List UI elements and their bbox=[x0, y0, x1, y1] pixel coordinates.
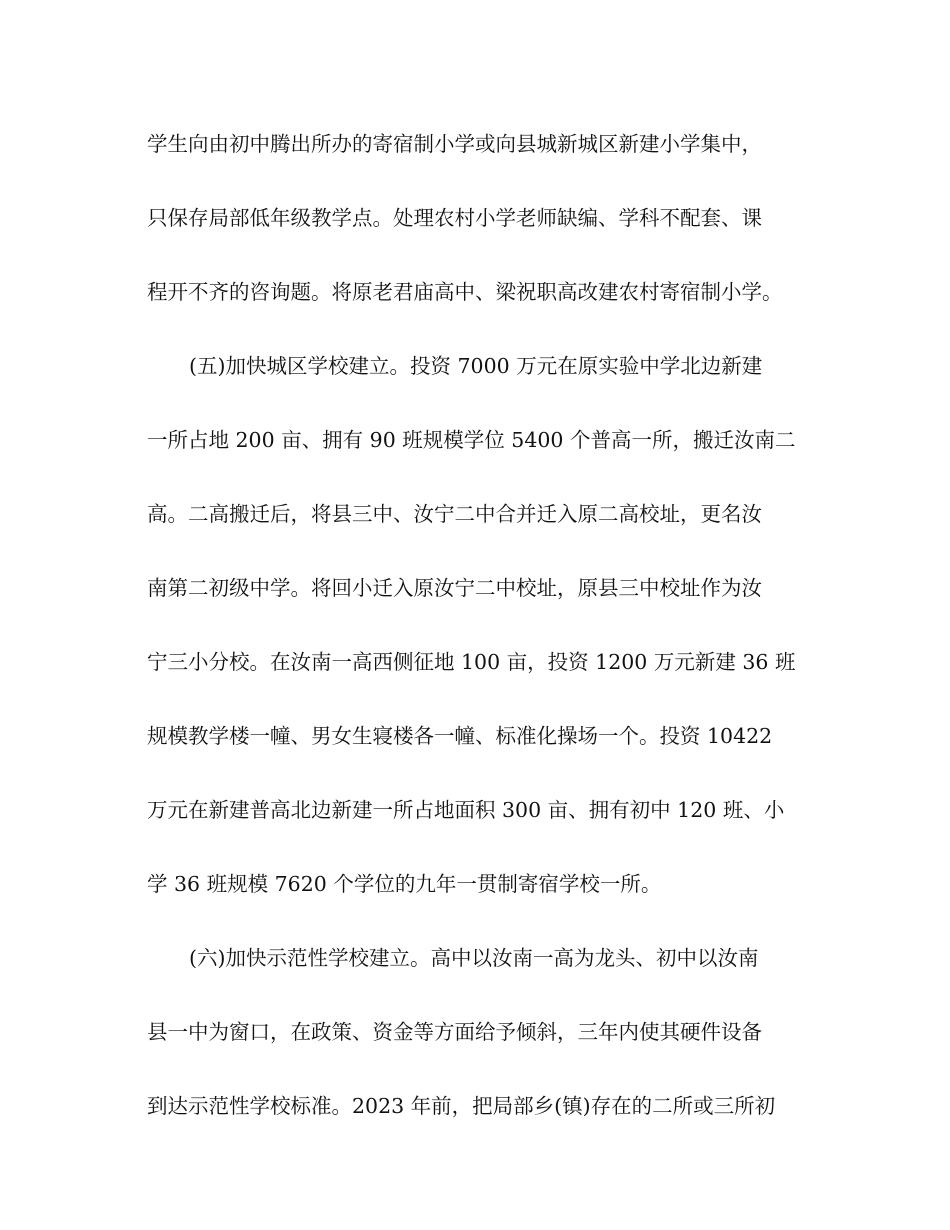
text-line: 只保存局部低年级教学点。处理农村小学老师缺编、学科不配套、课 bbox=[147, 206, 762, 230]
text-line: 学生向由初中腾出所办的寄宿制小学或向县城新城区新建小学集中， bbox=[147, 132, 762, 156]
text-line: 县一中为窗口，在政策、资金等方面给予倾斜，三年内使其硬件设备 bbox=[147, 1020, 762, 1044]
text-line: 宁三小分校。在汝南一高西侧征地 100 亩，投资 1200 万元新建 36 班 bbox=[147, 650, 796, 674]
text-line: 程开不齐的咨询题。将原老君庙高中、梁祝职高改建农村寄宿制小学。 bbox=[147, 280, 783, 304]
text-line: 学 36 班规模 7620 个学位的九年一贯制寄宿学校一所。 bbox=[147, 872, 662, 896]
paragraph-start-line: (六)加快示范性学校建立。高中以汝南一高为龙头、初中以汝南 bbox=[189, 946, 759, 970]
paragraph-start-line: (五)加快城区学校建立。投资 7000 万元在原实验中学北边新建 bbox=[189, 354, 763, 378]
text-line: 万元在新建普高北边新建一所占地面积 300 亩、拥有初中 120 班、小 bbox=[147, 798, 785, 822]
text-line: 一所占地 200 亩、拥有 90 班规模学位 5400 个普高一所，搬迁汝南二 bbox=[147, 428, 796, 452]
text-line: 高。二高搬迁后，将县三中、汝宁二中合并迁入原二高校址，更名汝 bbox=[147, 502, 762, 526]
text-line: 到达示范性学校标准。2023 年前，把局部乡(镇)存在的二所或三所初 bbox=[147, 1094, 776, 1118]
text-line: 南第二初级中学。将回小迁入原汝宁二中校址，原县三中校址作为汝 bbox=[147, 576, 762, 600]
text-line: 规模教学楼一幢、男女生寝楼各一幢、标准化操场一个。投资 10422 bbox=[147, 724, 773, 748]
